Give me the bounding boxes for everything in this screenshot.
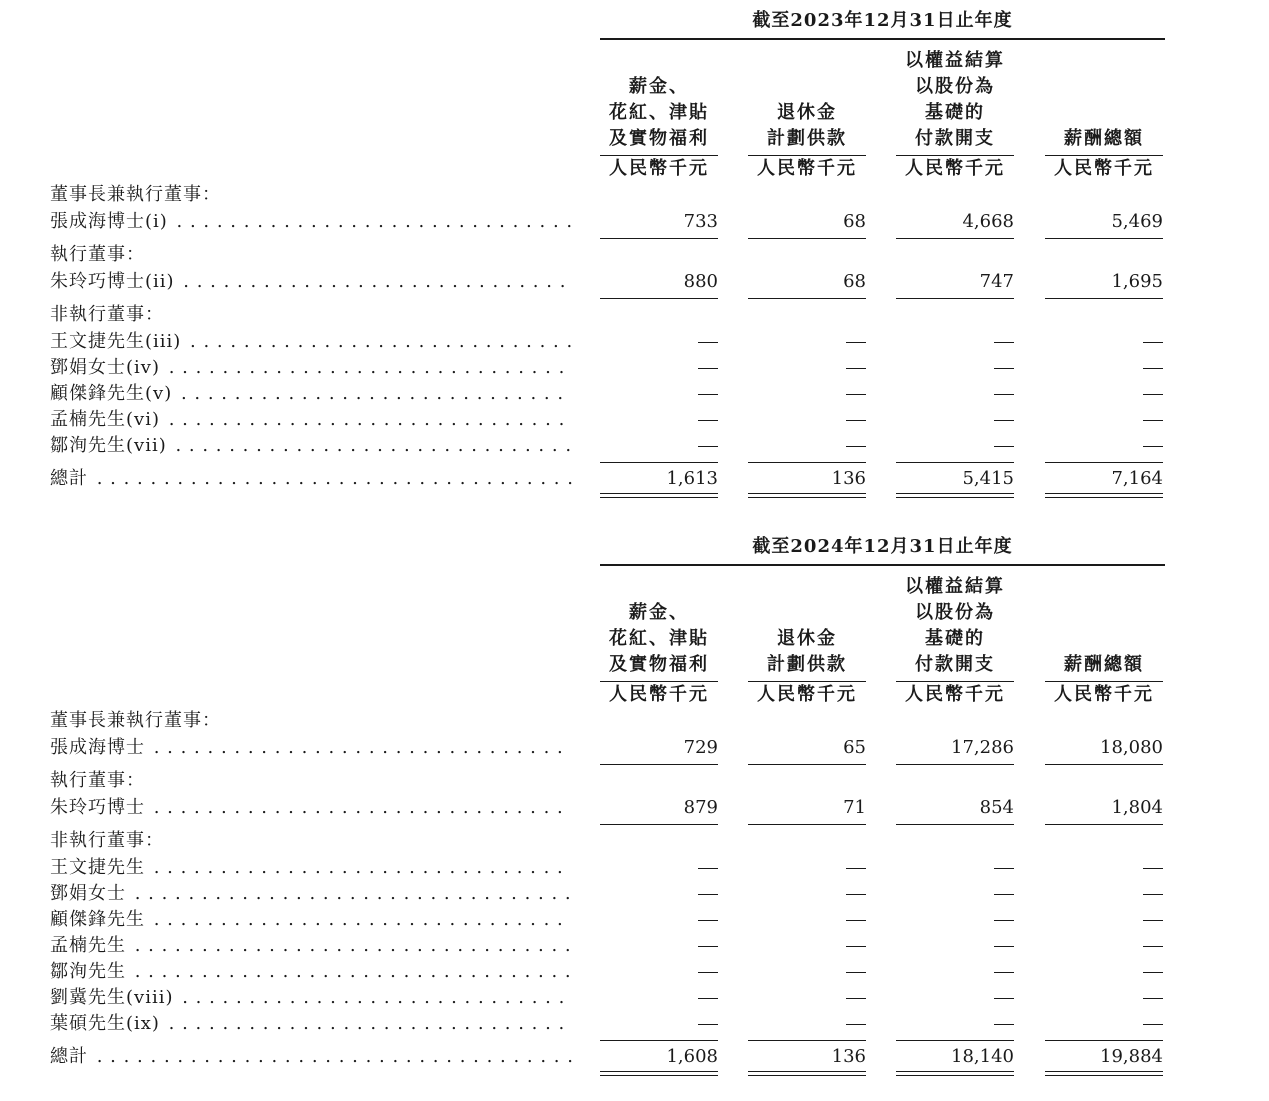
- director-name: 王文捷先生: [50, 857, 145, 878]
- section-heading: [0, 182, 1269, 208]
- unit-label: 人民幣千元: [1045, 681, 1163, 708]
- nil-dash: [698, 920, 718, 921]
- nil-dash: [846, 342, 866, 343]
- row-label: [50, 466, 572, 492]
- column-header-line: 以股份為: [915, 602, 995, 623]
- column-header-line: 基礎的: [925, 628, 985, 649]
- nil-dash: [1143, 420, 1163, 421]
- column-header-line: 計劃供款: [767, 654, 847, 675]
- column-header-line: 及實物福利: [609, 654, 709, 675]
- cell-total: [1045, 355, 1163, 381]
- row-label: [50, 881, 572, 907]
- cell-pension: [748, 959, 866, 985]
- cell-pension: 65: [748, 735, 866, 761]
- row-label: [50, 735, 572, 761]
- cell-total: [1045, 933, 1163, 959]
- nil-dash: [846, 420, 866, 421]
- section-heading-label: 董事長兼執行董事：: [50, 710, 221, 731]
- nil-dash: [698, 868, 718, 869]
- nil-dash: [1143, 394, 1163, 395]
- period-title: 截至2024年12月31日止年度: [752, 536, 1013, 557]
- nil-dash: [994, 998, 1014, 999]
- section-heading-label: 董事長兼執行董事：: [50, 184, 221, 205]
- director-name: 朱玲巧博士(ii): [50, 271, 175, 292]
- nil-dash: [1143, 446, 1163, 447]
- unit-label: 人民幣千元: [600, 155, 718, 182]
- table-row: [0, 355, 1269, 381]
- section-heading-label: 非執行董事：: [50, 830, 164, 851]
- section-heading: [0, 708, 1269, 734]
- director-name: 張成海博士: [50, 737, 145, 758]
- nil-dash: [1143, 972, 1163, 973]
- section-heading-label: 非執行董事：: [50, 304, 164, 325]
- cell-total: 1,695: [1045, 269, 1163, 295]
- row-label: [50, 433, 572, 459]
- cell-pension: [748, 933, 866, 959]
- cell-total: [1045, 881, 1163, 907]
- section-heading: [0, 828, 1269, 854]
- nil-dash: [1143, 868, 1163, 869]
- total-label: 總計: [50, 468, 88, 489]
- nil-dash: [994, 946, 1014, 947]
- total-total: 7,164: [1045, 466, 1163, 492]
- total-pension: 136: [748, 1044, 866, 1070]
- period-title: 截至2023年12月31日止年度: [752, 10, 1013, 31]
- nil-dash: [698, 368, 718, 369]
- cell-salaries: [600, 1011, 718, 1037]
- total-label: 總計: [50, 1046, 88, 1067]
- nil-dash: [994, 920, 1014, 921]
- cell-share-based: [896, 855, 1014, 881]
- cell-salaries: [600, 329, 718, 355]
- cell-salaries: 880: [600, 269, 718, 295]
- cell-share-based: [896, 407, 1014, 433]
- row-label: [50, 329, 572, 355]
- total-total: 19,884: [1045, 1044, 1163, 1070]
- table-row: [0, 329, 1269, 355]
- table-row: [0, 433, 1269, 459]
- total-share-based: 5,415: [896, 466, 1014, 492]
- cell-salaries: 733: [600, 209, 718, 235]
- column-header-line: 以權益結算: [905, 576, 1005, 597]
- nil-dash: [698, 894, 718, 895]
- director-name: 劉冀先生(viii): [50, 987, 174, 1008]
- row-label: [50, 795, 572, 821]
- row-label: [50, 985, 572, 1011]
- row-label: [50, 1011, 572, 1037]
- unit-label: 人民幣千元: [896, 681, 1014, 708]
- total-row: [0, 1044, 1269, 1070]
- director-name: 鄧娟女士: [50, 883, 126, 904]
- cell-share-based: [896, 985, 1014, 1011]
- cell-pension: 68: [748, 209, 866, 235]
- cell-pension: 71: [748, 795, 866, 821]
- cell-pension: [748, 433, 866, 459]
- director-name: 葉碩先生(ix): [50, 1013, 160, 1034]
- cell-pension: [748, 907, 866, 933]
- director-name: 張成海博士(i): [50, 211, 168, 232]
- row-label: [50, 855, 572, 881]
- column-header-line: 薪金、: [629, 76, 689, 97]
- column-header-line: 以股份為: [915, 76, 995, 97]
- cell-share-based: [896, 907, 1014, 933]
- total-pension: 136: [748, 466, 866, 492]
- cell-salaries: [600, 355, 718, 381]
- nil-dash: [846, 368, 866, 369]
- nil-dash: [994, 972, 1014, 973]
- cell-salaries: [600, 881, 718, 907]
- nil-dash: [994, 446, 1014, 447]
- nil-dash: [994, 394, 1014, 395]
- cell-total: [1045, 959, 1163, 985]
- director-name: 顧傑鋒先生: [50, 909, 145, 930]
- column-header-line: 及實物福利: [609, 128, 709, 149]
- row-label: [50, 209, 572, 235]
- table-row: [0, 407, 1269, 433]
- cell-salaries: [600, 907, 718, 933]
- cell-total: [1045, 855, 1163, 881]
- row-label: [50, 407, 572, 433]
- unit-label: 人民幣千元: [896, 155, 1014, 182]
- cell-total: [1045, 381, 1163, 407]
- cell-total: 5,469: [1045, 209, 1163, 235]
- table-row: [0, 881, 1269, 907]
- column-header-line: 薪酬總額: [1064, 128, 1144, 149]
- section-heading: [0, 768, 1269, 794]
- director-name: 孟楠先生(vi): [50, 409, 160, 430]
- column-header-share-based: [896, 574, 1014, 678]
- row-label: [50, 933, 572, 959]
- nil-dash: [698, 1024, 718, 1025]
- nil-dash: [1143, 1024, 1163, 1025]
- cell-salaries: [600, 407, 718, 433]
- cell-salaries: [600, 985, 718, 1011]
- nil-dash: [1143, 368, 1163, 369]
- column-header-salaries: [600, 74, 718, 152]
- cell-share-based: [896, 329, 1014, 355]
- row-label: [50, 1044, 572, 1070]
- cell-total: [1045, 407, 1163, 433]
- nil-dash: [1143, 342, 1163, 343]
- cell-pension: [748, 407, 866, 433]
- cell-salaries: 729: [600, 735, 718, 761]
- column-header-line: 以權益結算: [905, 50, 1005, 71]
- cell-total: [1045, 907, 1163, 933]
- nil-dash: [698, 998, 718, 999]
- total-salaries: 1,613: [600, 466, 718, 492]
- table-row: [0, 1011, 1269, 1037]
- unit-label: 人民幣千元: [600, 681, 718, 708]
- cell-share-based: [896, 959, 1014, 985]
- table-row: [0, 209, 1269, 235]
- nil-dash: [994, 420, 1014, 421]
- unit-label: 人民幣千元: [748, 681, 866, 708]
- column-header-line: 花紅、津貼: [609, 102, 709, 123]
- nil-dash: [846, 972, 866, 973]
- nil-dash: [698, 946, 718, 947]
- table-row: [0, 855, 1269, 881]
- nil-dash: [846, 868, 866, 869]
- cell-salaries: [600, 433, 718, 459]
- nil-dash: [994, 368, 1014, 369]
- column-header-line: 基礎的: [925, 102, 985, 123]
- section-heading-label: 執行董事：: [50, 244, 145, 265]
- cell-total: [1045, 985, 1163, 1011]
- director-name: 顧傑鋒先生(v): [50, 383, 173, 404]
- cell-pension: [748, 355, 866, 381]
- column-header-pension: [748, 626, 866, 678]
- total-salaries: 1,608: [600, 1044, 718, 1070]
- nil-dash: [1143, 946, 1163, 947]
- column-header-line: 花紅、津貼: [609, 628, 709, 649]
- unit-label: 人民幣千元: [748, 155, 866, 182]
- cell-salaries: [600, 381, 718, 407]
- row-label: [50, 907, 572, 933]
- column-header-line: 計劃供款: [767, 128, 847, 149]
- unit-label: 人民幣千元: [1045, 155, 1163, 182]
- cell-total: 18,080: [1045, 735, 1163, 761]
- director-name: 鄒洵先生: [50, 961, 126, 982]
- section-heading-label: 執行董事：: [50, 770, 145, 791]
- cell-share-based: [896, 355, 1014, 381]
- nil-dash: [1143, 998, 1163, 999]
- cell-salaries: [600, 855, 718, 881]
- director-name: 鄒洵先生(vii): [50, 435, 167, 456]
- cell-total: 1,804: [1045, 795, 1163, 821]
- director-name: 朱玲巧博士: [50, 797, 145, 818]
- column-header-line: 退休金: [777, 628, 837, 649]
- table-row: [0, 907, 1269, 933]
- table-row: [0, 933, 1269, 959]
- row-label: [50, 355, 572, 381]
- cell-pension: [748, 381, 866, 407]
- cell-share-based: [896, 1011, 1014, 1037]
- nil-dash: [994, 868, 1014, 869]
- cell-share-based: [896, 381, 1014, 407]
- cell-share-based: 4,668: [896, 209, 1014, 235]
- nil-dash: [846, 946, 866, 947]
- total-row: [0, 466, 1269, 492]
- director-name: 王文捷先生(iii): [50, 331, 182, 352]
- cell-pension: [748, 881, 866, 907]
- cell-total: [1045, 329, 1163, 355]
- period-rule: [600, 38, 1165, 40]
- cell-share-based: [896, 433, 1014, 459]
- cell-share-based: [896, 881, 1014, 907]
- nil-dash: [1143, 920, 1163, 921]
- column-header-line: 薪金、: [629, 602, 689, 623]
- nil-dash: [698, 342, 718, 343]
- cell-share-based: [896, 933, 1014, 959]
- cell-pension: [748, 855, 866, 881]
- cell-pension: [748, 985, 866, 1011]
- row-label: [50, 269, 572, 295]
- cell-pension: [748, 329, 866, 355]
- cell-total: [1045, 433, 1163, 459]
- nil-dash: [846, 446, 866, 447]
- nil-dash: [994, 342, 1014, 343]
- nil-dash: [846, 894, 866, 895]
- nil-dash: [698, 394, 718, 395]
- nil-dash: [994, 1024, 1014, 1025]
- nil-dash: [698, 972, 718, 973]
- row-label: [50, 959, 572, 985]
- cell-salaries: 879: [600, 795, 718, 821]
- cell-share-based: 17,286: [896, 735, 1014, 761]
- column-header-salaries: [600, 600, 718, 678]
- nil-dash: [846, 920, 866, 921]
- section-heading: [0, 302, 1269, 328]
- section-heading: [0, 242, 1269, 268]
- director-name: 鄧娟女士(iv): [50, 357, 160, 378]
- cell-total: [1045, 1011, 1163, 1037]
- column-header-line: 退休金: [777, 102, 837, 123]
- director-name: 孟楠先生: [50, 935, 126, 956]
- cell-pension: 68: [748, 269, 866, 295]
- table-row: [0, 269, 1269, 295]
- table-row: [0, 795, 1269, 821]
- column-header-line: 薪酬總額: [1064, 654, 1144, 675]
- column-header-line: 付款開支: [915, 654, 995, 675]
- table-row: [0, 735, 1269, 761]
- nil-dash: [846, 998, 866, 999]
- total-share-based: 18,140: [896, 1044, 1014, 1070]
- column-header-pension: [748, 100, 866, 152]
- nil-dash: [846, 394, 866, 395]
- column-headers: [0, 44, 1269, 152]
- nil-dash: [1143, 894, 1163, 895]
- table-row: [0, 959, 1269, 985]
- cell-salaries: [600, 933, 718, 959]
- column-header-line: 付款開支: [915, 128, 995, 149]
- column-headers: [0, 570, 1269, 678]
- nil-dash: [846, 1024, 866, 1025]
- column-header-total: [1045, 126, 1163, 152]
- nil-dash: [698, 420, 718, 421]
- table-row: [0, 381, 1269, 407]
- column-header-share-based: [896, 48, 1014, 152]
- period-rule: [600, 564, 1165, 566]
- nil-dash: [994, 894, 1014, 895]
- column-header-total: [1045, 652, 1163, 678]
- nil-dash: [698, 446, 718, 447]
- table-row: [0, 985, 1269, 1011]
- row-label: [50, 381, 572, 407]
- cell-salaries: [600, 959, 718, 985]
- cell-share-based: 854: [896, 795, 1014, 821]
- cell-share-based: 747: [896, 269, 1014, 295]
- cell-pension: [748, 1011, 866, 1037]
